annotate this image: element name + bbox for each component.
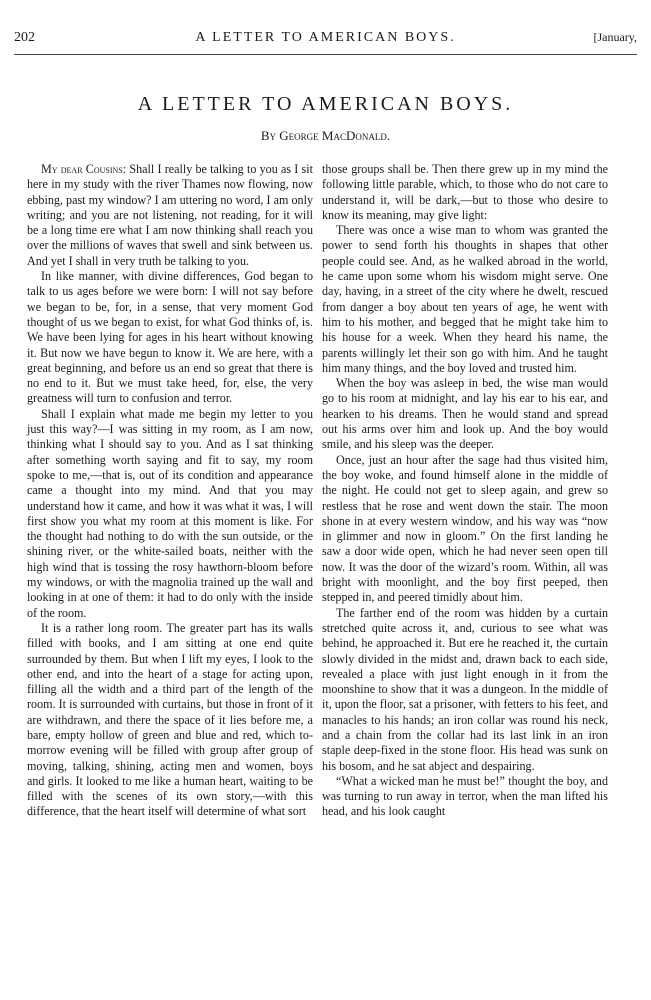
paragraph: Shall I explain what made me begin my letter to you just this way?—I was sitting in my room, as I am now, thinking what I should say to you. And as I sat thinking after something worth saying and fit to say, my room spoke to me,—that is, out of its condition and appearance came a thought into my mind. And that you may understand how it came, and how it was what it was, I will first show you what my room at this moment is like. For the thought had nothing to do with the sun outside, or the shining river, or the white-sailed boats, neither with the high wind that is tossing the rosy hawthorn-bloom before my windows, or with the magnolia trained up the wall and looking in at one of them: it had to do only with the inside of the room.	[27, 406, 313, 620]
paragraph: those groups shall be. Then there grew up in my mind the following little parable, which, to those who do not care to understand it, will be dark,—but to those who desire to know its meaning, may give light:	[322, 162, 608, 222]
running-head	[14, 30, 637, 50]
paragraph: It is a rather long room. The greater part has its walls filled with books, and I am sitting at one end quite surrounded by them. But when I lift my eyes, I look to the other end, and into the heart of a stage for acting upon, filling all the width and a third part of the length of the room. It is surrounded with curtains, but those in front of it are withdrawn, and there the space of it lies before me, a bare, empty hollow of green and blue and red, which to-morrow evening will be filled with group after group of moving, talking, shining, acting men and women, boys and girls. It looked to me like a human heart, waiting to be filled with the scenes of its own story,—with this difference, that the heart itself will determine of what sort	[27, 620, 313, 819]
article-byline: By George MacDonald.	[260, 128, 391, 143]
paragraph: The farther end of the room was hidden by a curtain stretched quite across it, and, curious to see what was behind, he approached it. But ere he reached it, the curtain slowly divided in the midst and, drawn back to each side, revealed a place with just light enough in it from the moonshine to show that it was a dungeon. In the middle of it, upon the floor, sat a prisoner, with fetters to his feet, and manacles to his hands; an iron collar was round his neck, and a chain from the collar had its last link in an iron staple deep-fixed in the stone floor. His head was sunk on his bosom, and he sat abject and despairing.	[322, 605, 608, 773]
running-title: A LETTER TO AMERICAN BOYS.	[195, 30, 456, 45]
left-column	[27, 162, 313, 820]
paragraph: Once, just an hour after the sage had thus visited him, the boy woke, and found himself alone in the middle of the night. He could not get to sleep again, and grew so restless that he rose and went down the stair. The moon shone in at every western window, and his way was “now in glimmer and now in gloom.” On the first landing he saw a door wide open, which he had never seen open till now. It was the door of the wizard’s room. Within, all was bright with moonlight, and the boy first peeped, then stepped in, and peered timidly about him.	[322, 452, 608, 605]
running-month: [January,	[593, 30, 637, 44]
paragraph: In like manner, with divine differences, God began to talk to us ages before we were born: I will not say before we began to be, for, in a sense, that very moment God thought of us we began to exist, for what God thinks of, is. We have been lying for ages in his heart without knowing it. But now we have begun to know it. We are here, with a great beginning, and before us an end so great that there is no end to it. But we must take heed, for, else, the very greatness will turn to confusion and terror.	[27, 269, 313, 406]
paragraph: There was once a wise man to whom was granted the power to send forth his thoughts in shapes that other people could see. And, as he walked abroad in the world, he came upon some whom his wisdom might serve. One day, having, in a street of the city where he dwelt, rescued from danger a boy about ten years of age, he went with him to his mother, and begged that he might take him to his house for a week. When they heard his name, the parents willingly let their son go with him. And he taught him many things, and the boy loved and trusted him.	[322, 223, 608, 375]
article-title: A LETTER TO AMERICAN BOYS.	[137, 93, 514, 115]
right-column	[322, 162, 608, 820]
header-rule	[14, 54, 637, 55]
paragraph-text: Shall I really be talking to you as I sit here in my study with the river Thames now flowing, now ebbing, past my window? I am uttering no word, I am only writing; and you are not listening, not reading, for it will be a long time ere what I am now thinking shall reach you over the millions of waves that swell and sink between us. And yet I shall in very truth be talking to you.	[27, 162, 313, 268]
paragraph	[27, 162, 313, 269]
page-number: 202	[14, 30, 35, 45]
salutation: My dear Cousins:	[41, 162, 127, 176]
paragraph: When the boy was asleep in bed, the wise man would go to his room at midnight, and lay his ear to his ear, and hearken to his dreams. Then he would stand and spread out his arms over him and look up. And the boy would smile, and his sleep was the deeper.	[322, 376, 608, 452]
paragraph: “What a wicked man he must be!” thought the boy, and was turning to run away in terror, when the man lifted his head, and his look caught	[322, 773, 608, 819]
